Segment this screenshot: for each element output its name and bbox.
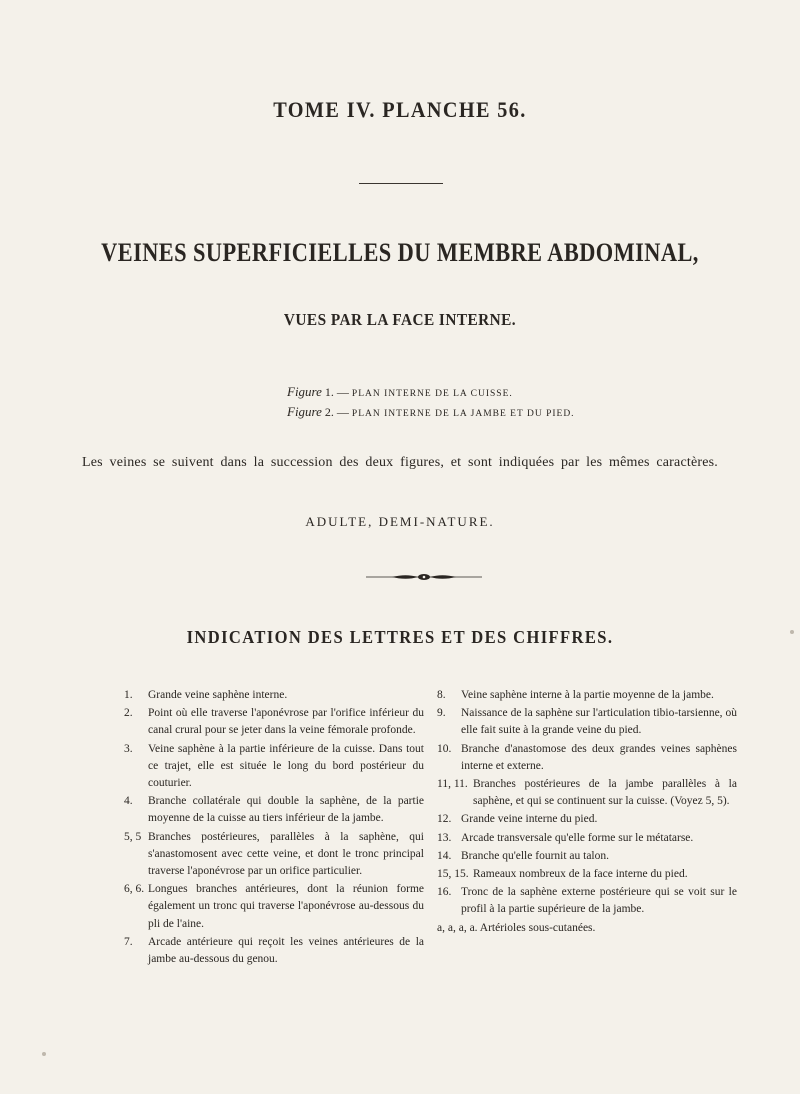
legend-item — [124, 793, 424, 827]
legend-item — [124, 881, 424, 933]
legend-number: 11, 11. — [437, 778, 468, 791]
main-title: VEINES SUPERFICIELLES DU MEMBRE ABDOMINAL, — [101, 238, 699, 267]
legend-text: Tronc de la saphène externe postérieure qui se voit sur le profil à la partie supérieure de la jambe. — [461, 886, 737, 916]
section-title: INDICATION DES LETTRES ET DES CHIFFRES. — [186, 627, 614, 647]
figure-caption-2 — [287, 403, 575, 423]
figure-text: PLAN INTERNE DE LA CUISSE. — [351, 389, 513, 399]
legend-text: Arcade antérieure qui reçoit les veines antérieures de la jambe au-dessous du genou. — [148, 935, 424, 966]
legend-number: 10. — [437, 742, 452, 755]
legend-text: Naissance de la saphène sur l'articulation tibio-tarsienne, où elle fait suite à la grande veine du pied. — [461, 707, 737, 737]
legend-number: 16. — [437, 886, 452, 899]
intro-text: Les veines se suivent dans la succession des deux figures, et sont indiquées par les mêmes caractères. — [81, 455, 718, 470]
legend-text: Longues branches antérieures, dont la réunion forme également un tronc qui traverse l'aponévrose au-dessous du pli de l'aine. — [148, 883, 424, 930]
legend-text: Rameaux nombreux de la face interne du pied. — [473, 868, 688, 881]
legend-number: 9. — [437, 707, 446, 720]
figure-captions — [287, 383, 575, 423]
scale-note: ADULTE, DEMI-NATURE. — [305, 514, 495, 529]
legend-item — [124, 934, 424, 968]
legend-number: 13. — [437, 831, 452, 844]
legend-item — [124, 705, 424, 739]
legend-number: 7. — [124, 935, 133, 948]
legend-number: a, a, a, a. — [437, 921, 478, 934]
legend-item — [437, 848, 737, 865]
ornament-divider — [366, 572, 482, 582]
legend-text: Branches postérieures de la jambe parallèles à la saphène, et qui se continuent sur la cuisse. (Voyez 5, 5). — [473, 778, 737, 808]
figure-number: 1. — [324, 385, 334, 399]
legend-number: 15, 15. — [437, 868, 469, 881]
legend-item — [437, 920, 737, 937]
figure-number: 2. — [324, 405, 334, 419]
legend-text: Branche qu'elle fournit au talon. — [461, 849, 610, 862]
legend-item — [437, 884, 737, 918]
legend-number: 5, 5 — [124, 830, 142, 843]
legend-number: 2. — [124, 707, 133, 720]
tome-heading: TOME IV. PLANCHE 56. — [273, 97, 527, 122]
paper-speck — [42, 1052, 46, 1056]
legend-item — [437, 830, 737, 847]
legend-item — [124, 829, 424, 881]
legend-number: 4. — [124, 795, 133, 808]
legend-item — [437, 687, 737, 704]
legend-item — [437, 705, 737, 739]
legend-number: 12. — [437, 813, 452, 826]
legend-column-right — [437, 687, 737, 938]
title-rule — [359, 183, 443, 184]
legend-item — [437, 741, 737, 775]
figure-label: Figure — [287, 404, 322, 419]
paper-speck — [790, 630, 794, 634]
figure-text: PLAN INTERNE DE LA JAMBE ET DU PIED. — [351, 409, 575, 419]
legend-number: 1. — [124, 689, 133, 701]
legend-number: 14. — [437, 849, 452, 862]
figure-dash: — — [336, 385, 349, 399]
legend-text: Arcade transversale qu'elle forme sur le métatarse. — [461, 831, 694, 844]
legend-text: Veine saphène interne à la partie moyenne de la jambe. — [461, 689, 714, 701]
figure-dash: — — [336, 405, 349, 419]
figure-label: Figure — [287, 384, 322, 399]
legend-number: 3. — [124, 742, 133, 755]
legend-text: Grande veine interne du pied. — [461, 813, 598, 826]
legend-item — [124, 687, 424, 704]
legend-text: Branche collatérale qui double la saphène, de la partie moyenne de la cuisse au tiers inférieur de la jambe. — [148, 795, 424, 825]
legend-text: Artérioles sous-cutanées. — [479, 921, 596, 934]
legend-text: Veine saphène à la partie inférieure de la cuisse. Dans tout ce trajet, elle est située le long du bord postérieur du couturier. — [148, 742, 424, 790]
legend-number: 8. — [437, 689, 446, 701]
legend-number: 6, 6. — [124, 883, 145, 896]
legend-column-left — [124, 687, 424, 969]
legend-item — [437, 776, 737, 810]
legend-item — [124, 741, 424, 793]
figure-caption-1 — [287, 383, 575, 403]
legend-text: Branches postérieures, parallèles à la saphène, qui s'anastomosent avec cette veine, et dont le tronc principal traverse l'aponévrose par un orifice particulier. — [148, 830, 424, 878]
sub-title: VUES PAR LA FACE INTERNE. — [283, 310, 517, 329]
legend-item — [437, 866, 737, 883]
legend-text: Point où elle traverse l'aponévrose par l'orifice inférieur du canal crural pour se jeter dans la veine fémorale profonde. — [148, 707, 424, 737]
legend-item — [437, 811, 737, 828]
legend-text: Grande veine saphène interne. — [148, 689, 288, 701]
legend-text: Branche d'anastomose des deux grandes veines saphènes interne et externe. — [461, 742, 737, 772]
